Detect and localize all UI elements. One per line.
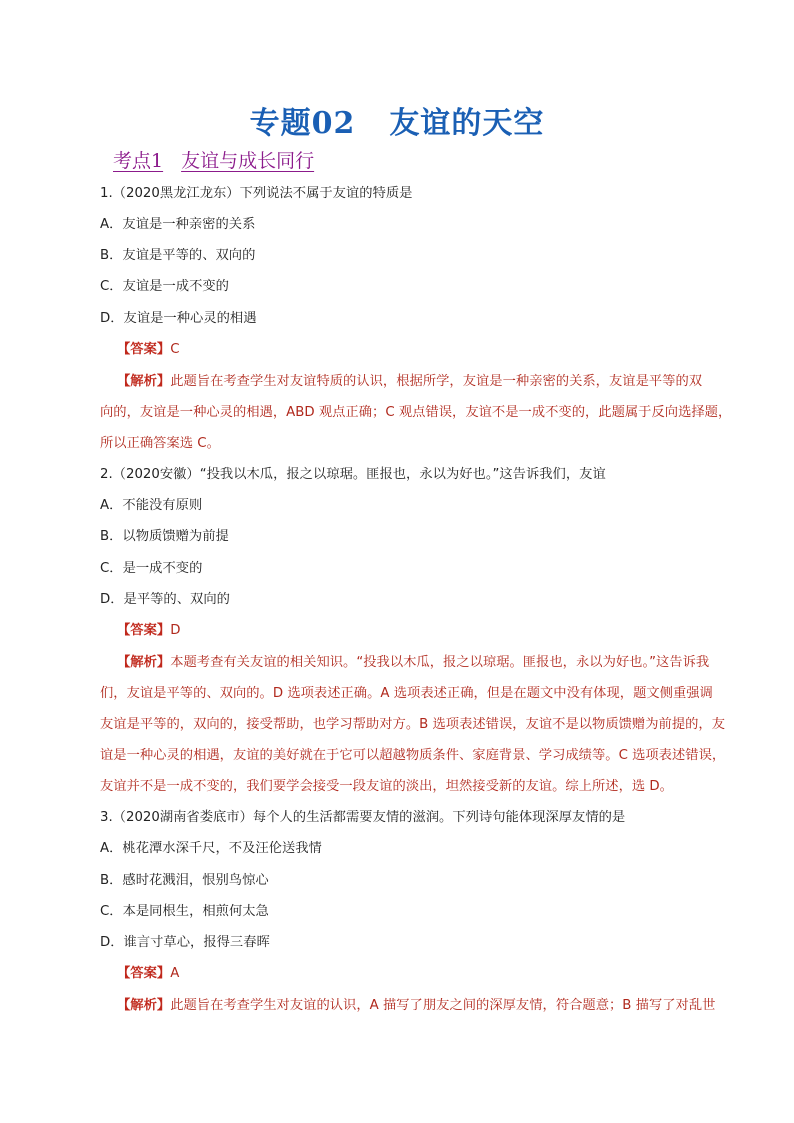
explanation-line: 向的，友谊是一种心灵的相遇，ABD 观点正确；C 观点错误，友谊不是一成不变的，此题属于反向选择题， <box>100 405 732 420</box>
explanation-label: 【解析】 <box>117 998 171 1013</box>
question-1-option-c: C．友谊是一成不变的 <box>100 279 229 294</box>
section-name: 友谊与成长同行 <box>181 150 315 172</box>
explanation-line: 所以正确答案选 C。 <box>100 436 220 451</box>
explanation-line: 们，友谊是平等的、双向的。D 选项表述正确。A 选项表述正确，但是在题文中没有体现，题文侧重强调 <box>100 686 713 701</box>
answer-value: A <box>170 966 180 981</box>
answer-label: 【答案】 <box>117 966 171 981</box>
question-1-explanation <box>100 366 732 459</box>
explanation-label: 【解析】 <box>117 374 171 389</box>
question-3-answer <box>117 964 179 984</box>
title-main: 友谊的天空 <box>389 106 545 141</box>
question-2-answer <box>117 621 180 641</box>
explanation-label: 【解析】 <box>117 655 171 670</box>
question-1-stem: 1.（2020黑龙江龙东）下列说法不属于友谊的特质是 <box>100 186 413 201</box>
question-2-option-c: C．是一成不变的 <box>100 561 203 576</box>
page-title <box>0 98 794 142</box>
question-3-option-d: D．谁言寸草心，报得三春晖 <box>100 935 270 950</box>
question-1-answer <box>117 340 179 360</box>
question-1-option-d: D．友谊是一种心灵的相遇 <box>100 311 257 326</box>
question-3-option-b: B．感时花溅泪，恨别鸟惊心 <box>100 873 269 888</box>
answer-label: 【答案】 <box>117 623 171 638</box>
question-3-explanation <box>100 990 716 1021</box>
question-3-option-c: C．本是同根生，相煎何太急 <box>100 904 269 919</box>
question-2-stem: 2.（2020安徽）“投我以木瓜，报之以琼琚。匪报也，永以为好也。”这告诉我们，友谊 <box>100 467 606 482</box>
question-3-stem: 3.（2020湖南省娄底市）每个人的生活都需要友情的滋润。下列诗句能体现深厚友情的是 <box>100 810 626 825</box>
question-2-option-d: D．是平等的、双向的 <box>100 592 230 607</box>
section-heading <box>113 146 314 173</box>
question-2-option-a: A．不能没有原则 <box>100 498 203 513</box>
answer-label: 【答案】 <box>117 342 171 357</box>
question-1-option-a: A．友谊是一种亲密的关系 <box>100 217 256 232</box>
explanation-line: 此题旨在考查学生对友谊的认识，A 描写了朋友之间的深厚友情，符合题意；B 描写了对乱世 <box>170 998 716 1013</box>
question-3-option-a: A．桃花潭水深千尺，不及汪伦送我情 <box>100 841 322 856</box>
explanation-line: 此题旨在考查学生对友谊特质的认识，根据所学，友谊是一种亲密的关系，友谊是平等的双 <box>170 374 703 389</box>
explanation-line: 友谊是平等的，双向的，接受帮助，也学习帮助对方。B 选项表述错误，友谊不是以物质馈赠为前提的，友 <box>100 717 726 732</box>
answer-value: D <box>170 623 181 638</box>
title-prefix: 专题02 <box>249 106 356 141</box>
answer-value: C <box>170 342 180 357</box>
explanation-line: 谊是一种心灵的相遇，友谊的美好就在于它可以超越物质条件、家庭背景、学习成绩等。C 选项表述错误， <box>100 748 726 763</box>
section-label: 考点1 <box>113 150 164 172</box>
question-1-option-b: B．友谊是平等的、双向的 <box>100 248 256 263</box>
question-2-explanation <box>100 647 726 802</box>
explanation-line: 本题考查有关友谊的相关知识。“投我以木瓜，报之以琼琚。匪报也，永以为好也。”这告诉我 <box>170 655 710 670</box>
explanation-line: 友谊并不是一成不变的，我们要学会接受一段友谊的淡出，坦然接受新的友谊。综上所述，选 D。 <box>100 779 673 794</box>
question-2-option-b: B．以物质馈赠为前提 <box>100 529 229 544</box>
